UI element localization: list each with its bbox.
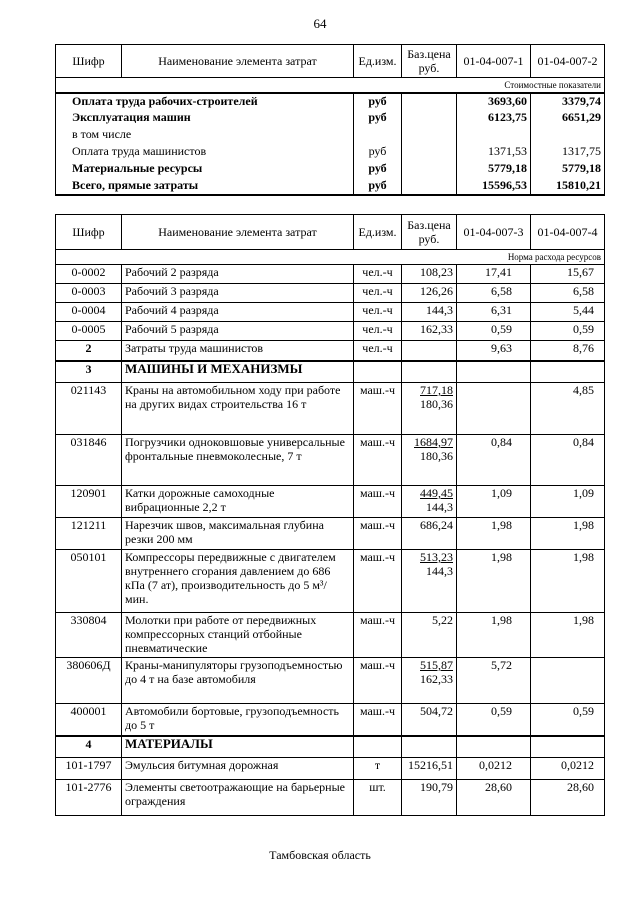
header-code: Шифр	[56, 215, 122, 250]
resource-name: Автомобили бортовые, грузоподъемность до 5 т	[122, 704, 354, 736]
base-price-operator-value: 180,36	[420, 397, 453, 411]
resource-value-2: 4,85	[531, 383, 605, 435]
cost-value-2: 3379,74	[531, 93, 605, 110]
resource-unit: маш.-ч	[354, 486, 402, 518]
resource-value-2: 6,58	[531, 284, 605, 303]
resource-code: 031846	[56, 435, 122, 486]
resource-name: Компрессоры передвижные с двигателем внутреннего сгорания давлением до 686 кПа (7 ат), производительность до 5 м³/мин.	[122, 550, 354, 613]
resource-unit: маш.-ч	[354, 435, 402, 486]
resource-value-1: 0,59	[457, 704, 531, 736]
resource-base-price	[402, 518, 457, 550]
base-price-value: 15216,51	[408, 758, 453, 772]
resource-base-price	[402, 704, 457, 736]
resource-base-price	[402, 435, 457, 486]
cost-row	[56, 110, 605, 127]
header-name: Наименование элемента затрат	[122, 45, 354, 78]
resource-value-2: 1,98	[531, 518, 605, 550]
header-name: Наименование элемента затрат	[122, 215, 354, 250]
cost-unit: руб	[354, 110, 402, 127]
resource-value-1: 6,31	[457, 303, 531, 322]
base-price-value: 513,23	[420, 550, 453, 564]
header-col2: 01-04-007-2	[531, 45, 605, 78]
resource-row	[56, 265, 605, 284]
resource-value-1: 1,98	[457, 518, 531, 550]
resource-code: 0-0005	[56, 322, 122, 341]
resource-code: 120901	[56, 486, 122, 518]
resource-code: 0-0002	[56, 265, 122, 284]
resource-name: Катки дорожные самоходные вибрационные 2,2 т	[122, 486, 354, 518]
cost-value-1	[457, 127, 531, 144]
cost-row	[56, 161, 605, 178]
resource-value-1	[457, 361, 531, 383]
resource-row	[56, 303, 605, 322]
cost-name: в том числе	[56, 127, 354, 144]
resource-row	[56, 361, 605, 383]
resource-base-price	[402, 383, 457, 435]
resource-unit: маш.-ч	[354, 550, 402, 613]
base-price-operator-value: 144,3	[426, 500, 453, 514]
resource-name: Краны-манипуляторы грузоподъемностью до 4 т на базе автомобиля	[122, 658, 354, 704]
resource-value-2: 8,76	[531, 341, 605, 361]
resources-table	[55, 214, 605, 816]
resource-value-1: 1,98	[457, 550, 531, 613]
resource-row	[56, 322, 605, 341]
resource-code: 101-2776	[56, 780, 122, 816]
resource-unit: чел.-ч	[354, 265, 402, 284]
resource-unit: чел.-ч	[354, 303, 402, 322]
resource-value-1: 6,58	[457, 284, 531, 303]
cost-base-price	[402, 110, 457, 127]
cost-value-1: 3693,60	[457, 93, 531, 110]
resource-value-2: 5,44	[531, 303, 605, 322]
base-price-operator-value: 180,36	[420, 449, 453, 463]
resource-unit: чел.-ч	[354, 322, 402, 341]
resource-base-price	[402, 736, 457, 758]
resource-value-1: 0,84	[457, 435, 531, 486]
footer-region: Тамбовская область	[269, 848, 371, 862]
cost-value-1: 1371,53	[457, 144, 531, 161]
resource-value-1: 28,60	[457, 780, 531, 816]
resource-value-1: 5,72	[457, 658, 531, 704]
resource-name: Элементы светоотражающие на барьерные ограждения	[122, 780, 354, 816]
section-label: Стоимостные показатели	[56, 78, 605, 94]
resource-name: Нарезчик швов, максимальная глубина резки 200 мм	[122, 518, 354, 550]
resource-value-1: 17,41	[457, 265, 531, 284]
resource-row	[56, 550, 605, 613]
resource-row	[56, 704, 605, 736]
resource-unit: маш.-ч	[354, 658, 402, 704]
resource-code: 101-1797	[56, 758, 122, 780]
resource-unit: чел.-ч	[354, 341, 402, 361]
resource-value-2: 0,59	[531, 322, 605, 341]
resource-value-2	[531, 736, 605, 758]
resource-name: Рабочий 3 разряда	[122, 284, 354, 303]
page-number: 64	[313, 16, 327, 31]
resource-row	[56, 758, 605, 780]
resource-code: 2	[56, 341, 122, 361]
resource-value-2	[531, 658, 605, 704]
resource-name: Рабочий 5 разряда	[122, 322, 354, 341]
resource-name: Рабочий 2 разряда	[122, 265, 354, 284]
cost-unit	[354, 127, 402, 144]
cost-base-price	[402, 144, 457, 161]
resource-row	[56, 383, 605, 435]
header-unit: Ед.изм.	[354, 215, 402, 250]
base-price-value: 717,18	[420, 383, 453, 397]
base-price-value: 504,72	[420, 704, 453, 718]
resource-unit: маш.-ч	[354, 518, 402, 550]
resource-base-price	[402, 303, 457, 322]
section-label: Норма расхода ресурсов	[56, 250, 605, 265]
resource-value-1: 0,59	[457, 322, 531, 341]
resource-value-1: 1,98	[457, 613, 531, 658]
base-price-value: 162,33	[420, 322, 453, 336]
resource-name: МАТЕРИАЛЫ	[122, 736, 354, 758]
resource-row	[56, 518, 605, 550]
resource-value-1: 9,63	[457, 341, 531, 361]
resource-value-2	[531, 361, 605, 383]
resource-base-price	[402, 658, 457, 704]
cost-value-2: 5779,18	[531, 161, 605, 178]
resource-unit: маш.-ч	[354, 383, 402, 435]
cost-value-2	[531, 127, 605, 144]
base-price-value: 144,3	[426, 303, 453, 317]
resource-base-price	[402, 341, 457, 361]
resource-row	[56, 284, 605, 303]
resource-value-2: 0,59	[531, 704, 605, 736]
resource-code: 0-0003	[56, 284, 122, 303]
header-col4: 01-04-007-4	[531, 215, 605, 250]
resource-base-price	[402, 758, 457, 780]
cost-name: Оплата труда машинистов	[56, 144, 354, 161]
resource-value-2: 0,0212	[531, 758, 605, 780]
header-base-price: Баз.цена руб.	[402, 215, 457, 250]
cost-unit: руб	[354, 93, 402, 110]
resource-value-1	[457, 383, 531, 435]
cost-row	[56, 93, 605, 110]
cost-value-2: 1317,75	[531, 144, 605, 161]
cost-value-2: 15810,21	[531, 178, 605, 195]
base-price-operator-value: 144,3	[426, 564, 453, 578]
resource-code: 4	[56, 736, 122, 758]
resource-value-1: 0,0212	[457, 758, 531, 780]
base-price-value: 190,79	[420, 780, 453, 794]
resource-code: 0-0004	[56, 303, 122, 322]
resource-base-price	[402, 780, 457, 816]
resource-name: Затраты труда машинистов	[122, 341, 354, 361]
cost-value-1: 5779,18	[457, 161, 531, 178]
cost-row	[56, 178, 605, 195]
resource-code: 330804	[56, 613, 122, 658]
resource-unit	[354, 736, 402, 758]
cost-name: Материальные ресурсы	[56, 161, 354, 178]
resource-value-2: 0,84	[531, 435, 605, 486]
resource-name: Молотки при работе от передвижных компрессорных станций отбойные пневматические	[122, 613, 354, 658]
resource-base-price	[402, 361, 457, 383]
resource-base-price	[402, 322, 457, 341]
resource-row	[56, 486, 605, 518]
resource-row	[56, 736, 605, 758]
header-base-price: Баз.цена руб.	[402, 45, 457, 78]
resource-value-2: 28,60	[531, 780, 605, 816]
cost-value-1: 6123,75	[457, 110, 531, 127]
resource-row	[56, 613, 605, 658]
resource-value-1: 1,09	[457, 486, 531, 518]
resource-row	[56, 780, 605, 816]
cost-unit: руб	[354, 178, 402, 195]
resource-name: Краны на автомобильном ходу при работе на других видах строительства 16 т	[122, 383, 354, 435]
resource-name: Погрузчики одноковшовые универсальные фронтальные пневмоколесные, 7 т	[122, 435, 354, 486]
resource-name: Рабочий 4 разряда	[122, 303, 354, 322]
cost-base-price	[402, 127, 457, 144]
resource-code: 400001	[56, 704, 122, 736]
cost-name: Оплата труда рабочих-строителей	[56, 93, 354, 110]
base-price-value: 515,87	[420, 658, 453, 672]
resource-value-2: 1,98	[531, 613, 605, 658]
resource-code: 380606Д	[56, 658, 122, 704]
cost-name: Всего, прямые затраты	[56, 178, 354, 195]
resource-value-2: 1,09	[531, 486, 605, 518]
base-price-value: 449,45	[420, 486, 453, 500]
base-price-value: 108,23	[420, 265, 453, 279]
resource-unit: маш.-ч	[354, 704, 402, 736]
cost-base-price	[402, 161, 457, 178]
resource-code: 121211	[56, 518, 122, 550]
resource-code: 3	[56, 361, 122, 383]
base-price-operator-value: 162,33	[420, 672, 453, 686]
resource-unit: маш.-ч	[354, 613, 402, 658]
cost-value-1: 15596,53	[457, 178, 531, 195]
cost-unit: руб	[354, 144, 402, 161]
resource-row	[56, 341, 605, 361]
cost-row	[56, 144, 605, 161]
resource-unit: т	[354, 758, 402, 780]
resource-value-1	[457, 736, 531, 758]
cost-base-price	[402, 93, 457, 110]
header-col1: 01-04-007-1	[457, 45, 531, 78]
resource-name: МАШИНЫ И МЕХАНИЗМЫ	[122, 361, 354, 383]
resource-base-price	[402, 265, 457, 284]
base-price-value: 1684,97	[414, 435, 453, 449]
resource-code: 050101	[56, 550, 122, 613]
resource-code: 021143	[56, 383, 122, 435]
cost-unit: руб	[354, 161, 402, 178]
resource-base-price	[402, 284, 457, 303]
cost-row	[56, 127, 605, 144]
resource-unit	[354, 361, 402, 383]
cost-summary-table	[55, 44, 605, 196]
resource-base-price	[402, 486, 457, 518]
resource-base-price	[402, 613, 457, 658]
resource-base-price	[402, 550, 457, 613]
header-unit: Ед.изм.	[354, 45, 402, 78]
base-price-value: 5,22	[432, 613, 453, 627]
header-code: Шифр	[56, 45, 122, 78]
base-price-value: 126,26	[420, 284, 453, 298]
cost-base-price	[402, 178, 457, 195]
resource-row	[56, 658, 605, 704]
resource-value-2: 15,67	[531, 265, 605, 284]
resource-name: Эмульсия битумная дорожная	[122, 758, 354, 780]
resource-unit: шт.	[354, 780, 402, 816]
resource-value-2: 1,98	[531, 550, 605, 613]
resource-row	[56, 435, 605, 486]
header-col3: 01-04-007-3	[457, 215, 531, 250]
base-price-value: 686,24	[420, 518, 453, 532]
resource-unit: чел.-ч	[354, 284, 402, 303]
cost-name: Эксплуатация машин	[56, 110, 354, 127]
cost-value-2: 6651,29	[531, 110, 605, 127]
